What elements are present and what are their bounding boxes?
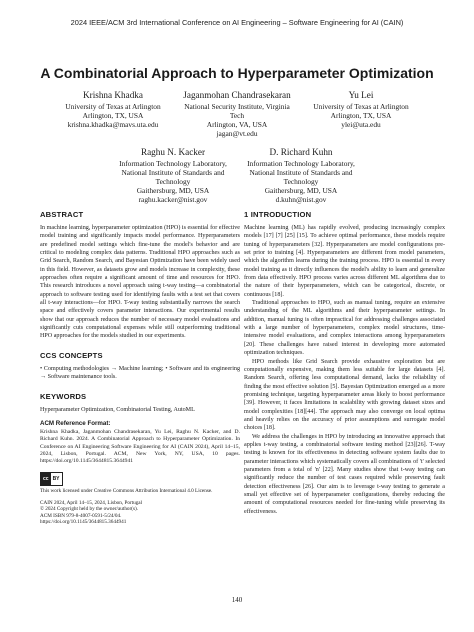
author-name: D. Richard Kuhn [269, 147, 333, 157]
cc-by-license-icon [40, 472, 63, 486]
author-affiliation: Tech [229, 111, 245, 120]
author-block-5 [236, 147, 366, 204]
author-location: Gaithersburg, MD, USA [264, 186, 338, 195]
author-email: ylei@uta.edu [341, 120, 381, 129]
keywords-heading: KEYWORDS [40, 391, 87, 401]
author-email: krishna.khadka@mavs.uta.edu [67, 120, 159, 129]
cc-badge-text: cc [41, 473, 51, 485]
introduction-heading: 1 INTRODUCTION [244, 210, 312, 219]
keywords-text: Hyperparameter Optimization, Combinatorial Testing, AutoML [40, 406, 195, 413]
intro-paragraph-1: Machine learning (ML) has rapidly evolved, producing increasingly complex models [17] [7] [25] [15]. To achieve optimal performance, these models require tuning of hyperparameters [32]. Hyperparameters are model configurations pre-set prior to training [4]. Hyperparameters are different from model parameters, which the algorithm learns during the training process. HPO is essential in every model training as it directly influences the model's ability to learn and generalize from data effectively. HPO process varies across different ML algorithms due to the nature of their hyperparameters, which can be categorical, discrete, or continuous [18]. [244, 225, 445, 298]
pub-line: CAIN 2024, April 14–15, 2024, Lisbon, Portugal [40, 499, 143, 506]
author-affiliation: Information Technology Laboratory, [119, 159, 227, 168]
author-location: Arlington, TX, USA [82, 111, 144, 120]
conference-header: 2024 IEEE/ACM 3rd International Conference on AI Engineering – Software Engineering for AI (CAIN) [70, 18, 404, 27]
intro-paragraph-4: We address the challenges in HPO by introducing an innovative approach that applies t-way testing, a combinatorial software testing method [23][26]. T-way testing is known for its effectiveness in detecting software system faults due to parameter interactions which systematically covers all combinations of 't' selected parameters from a total of 'n' [22]. Many studies show that t-way testing can significantly reduce the number of test cases required while preserving fault detection effectiveness [26]. Our aim is to leverage t-way testing to generate a small yet effective set of hyperparameter configurations, thereby reducing the amount of computational resources needed for fine-tuning while preserving its effectiveness. [244, 433, 445, 515]
intro-paragraph-3: HPO methods like Grid Search provide exhaustive exploration but are computationally expensive, making them less suitable for large datasets [4]. Random Search, offering less computational demand, lacks the reliability of finding the most effective solution [5]. Bayesian Optimization emerged as a more promising technique, targeting hyperparameter areas likely to boost performance [39]. However, it faces limitations in scalability with growing dataset sizes and model complexities [18][44]. The approach may also converge on local optima and heavily relies on the accuracy of prior assumptions and surrogate model choices [18]. [244, 358, 445, 432]
abstract-heading: ABSTRACT [40, 210, 84, 219]
author-name: Krishna Khadka [83, 90, 143, 100]
pub-line: ACM ISBN 979-8-4007-0591-5/24/04. [40, 512, 122, 519]
page-number: 140 [231, 596, 243, 604]
author-name: Raghu N. Kacker [140, 147, 206, 157]
author-affiliation: National Institute of Standards and [121, 168, 225, 177]
abstract-text: In machine learning, hyperparameter optimization (HPO) is essential for effective model training and significantly impacts model performance. Hyperparameters are predefined model settings which fine-tune the model's behavior and are critical to modeling complex data patterns. Traditional HPO approaches such as Grid Search, Random Search, and Bayesian Optimization have been widely used in this field. However, as datasets grow and models increase in complexity, these approaches often require a significant amount of time and resources for HPO. This research introduces a novel approach using t-way testing—a combinatorial approach to software testing used for identifying faults with a test set that covers all t-way interactions—for HPO. T-way testing substantially narrows the search space and effectively covers parameter interactions. Our experimental results show that our approach reduces the number of necessary model evaluations and significantly cuts computational expenses while still outperforming traditional HPO approaches for the models studied in our experiments. [40, 225, 240, 340]
author-affiliation: University of Texas at Arlington [65, 102, 161, 111]
author-email: jagan@vt.edu [216, 129, 258, 138]
intro-paragraph-2: Traditional approaches to HPO, such as manual tuning, require an extensive understanding of the ML algorithms and their hyperparameter settings. In addition, manual tuning is often impractical for addressing challenges associated with a large number of hyperparameters, complex model structures, time-intensive model evaluations, and complex interactions among hyperparameters [20]. These challenges have raised interest in developing more automated optimization techniques. [244, 300, 445, 357]
by-badge-text: BY [52, 475, 60, 482]
author-affiliation: University of Texas at Arlington [313, 102, 409, 111]
author-name: Jaganmohan Chandrasekaran [183, 90, 291, 100]
right-column [244, 210, 445, 516]
author-block-4 [108, 147, 238, 204]
acm-ref-heading: ACM Reference Format: [40, 419, 111, 427]
pub-line: https://doi.org/10.1145/3644815.3644941 [40, 519, 127, 526]
author-email: d.kuhn@nist.gov [275, 195, 327, 204]
author-location: Arlington, VA, USA [206, 120, 268, 129]
author-block-3 [296, 90, 426, 129]
author-affiliation: Information Technology Laboratory, [247, 159, 355, 168]
author-block-1 [48, 90, 178, 129]
author-affiliation: National Institute of Standards and [249, 168, 353, 177]
publication-info [40, 500, 240, 526]
ccs-text: • Computing methodologies → Machine learning; • Software and its engineering → Software maintenance tools. [40, 365, 240, 381]
author-affiliation: Technology [283, 177, 319, 186]
author-email: raghu.kacker@nist.gov [138, 195, 208, 204]
author-location: Gaithersburg, MD, USA [136, 186, 210, 195]
author-affiliation: Technology [155, 177, 191, 186]
author-block-2 [172, 90, 302, 138]
acm-ref-text: Krishna Khadka, Jaganmohan Chandrasekaran, Yu Lei, Raghu N. Kacker, and D. Richard Kuhn. 2024. A Combinatorial Approach to Hyperparameter Optimization. In Conference on AI Engineering Software Engineering for AI (CAIN 2024), April 14–15, 2024, Lisbon, Portugal. ACM, New York, NY, USA, 10 pages. https://doi.org/10.1145/3644815.3644941 [40, 429, 240, 465]
pub-line: © 2024 Copyright held by the owner/author(s). [40, 506, 139, 513]
author-affiliation: National Security Institute, Virginia [184, 102, 290, 111]
left-column [40, 210, 240, 526]
author-location: Arlington, TX, USA [330, 111, 392, 120]
author-name: Yu Lei [348, 90, 374, 100]
ccs-heading: CCS CONCEPTS [40, 350, 103, 360]
paper-title: A Combinatorial Approach to Hyperparameter Optimization [40, 65, 434, 81]
license-text: This work licensed under Creative Commons Attribution International 4.0 License. [40, 487, 213, 494]
